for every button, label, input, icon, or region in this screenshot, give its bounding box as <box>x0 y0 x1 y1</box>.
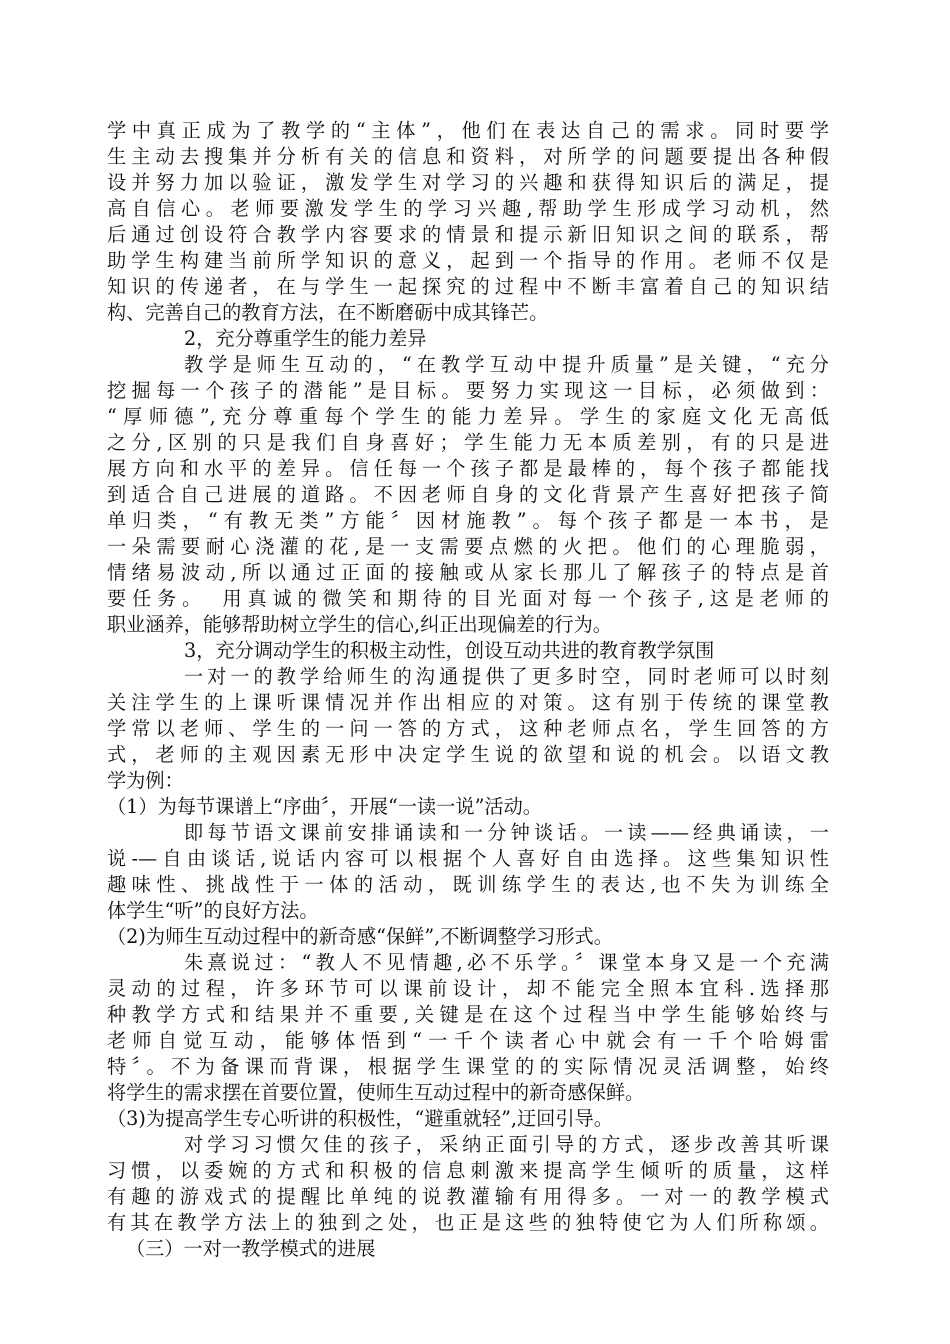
paragraph-line: 展方向和水平的差异。信任每一个孩子都是最棒的，每个孩子都能找 <box>107 457 829 480</box>
paragraph-line: 趣味性、挑战性于一体的活动，既训练学生的表达,也不失为训练全 <box>107 873 829 896</box>
paragraph-last-line: 构、完善自己的教育方法，在不断磨砺中成其锋芒。 <box>107 301 549 324</box>
paragraph-line: 要任务。 用真诚的微笑和期待的目光面对每一个孩子,这是老师的 <box>107 587 829 610</box>
paragraph-line: 说-—自由谈话,说话内容可以根据个人喜好自由选择。这些集知识性 <box>107 847 829 870</box>
paragraph-line: 有其在教学方法上的独到之处，也正是这些的独特使它为人们所称颂。 <box>107 1211 829 1234</box>
paragraph-first-line: 朱熹说过：“教人不见情趣,必不乐学。〞课堂本身又是一个充满 <box>184 951 829 974</box>
paragraph-last-line: 体学生“听”的良好方法。 <box>107 899 319 922</box>
document-body <box>107 118 829 1262</box>
paragraph-line: “厚师德”,充分尊重每个学生的能力差异。学生的家庭文化无高低 <box>107 405 829 428</box>
paragraph-first-line: 一对一的教学给师生的沟通提供了更多时空，同时老师可以时刻 <box>184 665 829 688</box>
paragraph-line: 灵动的过程，许多环节可以课前设计，却不能完全照本宜科.选择那 <box>107 977 829 1000</box>
paragraph-line: 高自信心。老师要激发学生的学习兴趣,帮助学生形成学习动机，然 <box>107 197 829 220</box>
chapter-subtitle: （三）一对一教学模式的进展 <box>126 1237 376 1260</box>
paragraph-line: 学中真正成为了教学的“主体”，他们在表达自己的需求。同时要学 <box>107 119 829 142</box>
paragraph-first-line: 对学习习惯欠佳的孩子，采纳正面引导的方式，逐步改善其听课 <box>184 1133 829 1156</box>
paragraph-first-line: 即每节语文课前安排诵读和一分钟谈话。一读——经典诵读，一 <box>184 821 829 844</box>
section-heading: 2，充分尊重学生的能力差异 <box>184 327 427 350</box>
paragraph-last-line: 学为例： <box>107 769 184 792</box>
paragraph-line: 种教学方式和结果并不重要,关键是在这个过程当中学生能够始终与 <box>107 1003 829 1026</box>
section-heading: 3，充分调动学生的积极主动性，创设互动共进的教育教学氛围 <box>184 639 715 662</box>
sub-heading: （1）为每节课谱上“序曲〞，开展“一读一说”活动。 <box>107 795 542 818</box>
paragraph-last-line: 将学生的需求摆在首要位置，使师生互动过程中的新奇感保鲜。 <box>107 1081 645 1104</box>
paragraph-line: 情绪易波动,所以通过正面的接触或从家长那儿了解孩子的特点是首 <box>107 561 829 584</box>
paragraph-line: 之分,区别的只是我们自身喜好；学生能力无本质差别，有的只是进 <box>107 431 829 454</box>
sub-heading: （3)为提高学生专心听讲的积极性，“避重就轻”,迂回引导。 <box>107 1107 613 1130</box>
paragraph-line: 学常以老师、学生的一问一答的方式，这种老师点名，学生回答的方 <box>107 717 829 740</box>
paragraph-line: 特〞。不为备课而背课，根据学生课堂的的实际情况灵活调整，始终 <box>107 1055 829 1078</box>
paragraph-line: 知识的传递者，在与学生一起探究的过程中不断丰富着自己的知识结 <box>107 275 829 298</box>
paragraph-line: 生主动去搜集并分析有关的信息和资料，对所学的问题要提出各种假 <box>107 145 829 168</box>
paragraph-line: 式，老师的主观因素无形中决定学生说的欲望和说的机会。以语文教 <box>107 743 829 766</box>
sub-heading: （2)为师生互动过程中的新奇感“保鲜”,不断调整学习形式。 <box>107 925 613 948</box>
paragraph-first-line: 教学是师生互动的，“在教学互动中提升质量”是关键，“充分 <box>184 353 829 376</box>
paragraph-line: 单归类，“有教无类”方能〞因材施教”。每个孩子都是一本书，是 <box>107 509 829 532</box>
paragraph-line: 后通过创设符合教学内容要求的情景和提示新旧知识之间的联系，帮 <box>107 223 829 246</box>
paragraph-line: 一朵需要耐心浇灌的花,是一支需要点燃的火把。他们的心理脆弱， <box>107 535 829 558</box>
paragraph-line: 到适合自己进展的道路。不因老师自身的文化背景产生喜好把孩子简 <box>107 483 829 506</box>
paragraph-line: 老师自觉互动，能够体悟到“一千个读者心中就会有一千个哈姆雷 <box>107 1029 829 1052</box>
paragraph-line: 关注学生的上课听课情况并作出相应的对策。这有别于传统的课堂教 <box>107 691 829 714</box>
paragraph-line: 有趣的游戏式的提醒比单纯的说教灌输有用得多。一对一的教学模式 <box>107 1185 829 1208</box>
paragraph-line: 挖掘每一个孩子的潜能”是目标。要努力实现这一目标，必须做到： <box>107 379 829 402</box>
paragraph-last-line: 职业涵养，能够帮助树立学生的信心,纠正出现偏差的行为。 <box>107 613 612 636</box>
paragraph-line: 助学生构建当前所学知识的意义，起到一个指导的作用。老师不仅是 <box>107 249 829 272</box>
paragraph-line: 设并努力加以验证，激发学生对学习的兴趣和获得知识后的满足，提 <box>107 171 829 194</box>
paragraph-line: 习惯，以委婉的方式和积极的信息刺激来提高学生倾听的质量，这样 <box>107 1159 829 1182</box>
